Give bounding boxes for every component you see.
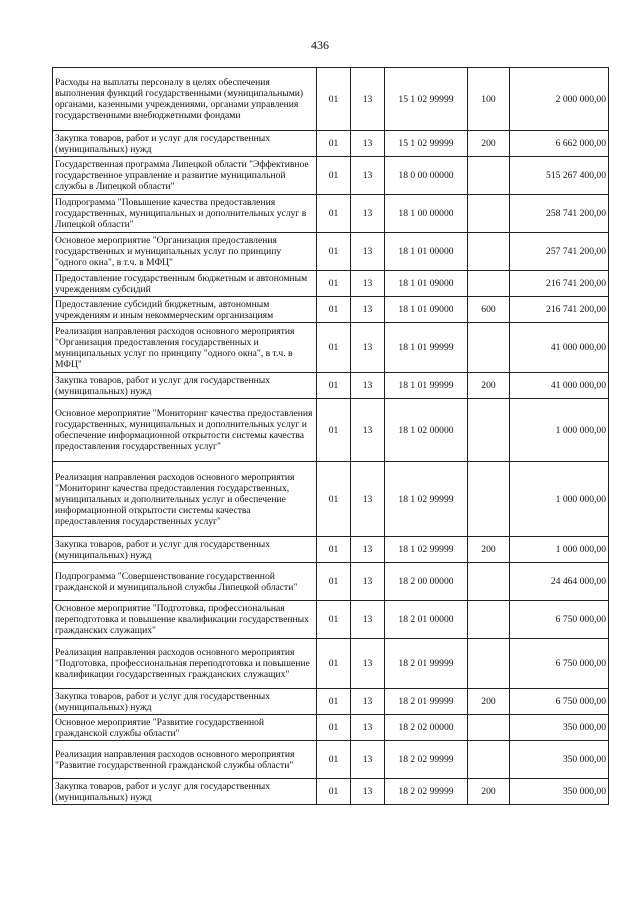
subsection-code-cell: 13 [351,537,385,563]
section-code-cell: 01 [317,601,351,639]
section-code-cell: 01 [317,195,351,233]
amount-cell: 216 741 200,00 [510,297,609,323]
target-article-cell: 15 1 02 99999 [385,68,468,131]
expense-kind-cell [468,462,510,537]
expense-kind-cell: 200 [468,689,510,715]
section-code-cell: 01 [317,68,351,131]
table-row [53,715,609,741]
target-article-cell: 18 1 01 00000 [385,233,468,271]
amount-cell: 41 000 000,00 [510,323,609,373]
target-article-cell: 18 2 02 99999 [385,779,468,805]
expense-kind-cell [468,271,510,297]
expense-name-cell: Реализация направления расходов основного мероприятия "Организация предоставления государственных и муниципальных услуг по принципу "одного окна", в т.ч. в МФЦ" [53,323,317,373]
expense-kind-cell [468,601,510,639]
amount-cell: 24 464 000,00 [510,563,609,601]
section-code-cell: 01 [317,157,351,195]
subsection-code-cell: 13 [351,639,385,689]
amount-cell: 350 000,00 [510,779,609,805]
target-article-cell: 18 1 02 99999 [385,462,468,537]
table-row [53,399,609,462]
subsection-code-cell: 13 [351,195,385,233]
table-row [53,537,609,563]
expense-name-cell: Реализация направления расходов основного мероприятия "Мониторинг качества предоставления государственных, муниципальных и дополнительных услуг и обеспечение информационной открытости системы качества предоставления государственных услуг" [53,462,317,537]
expense-kind-cell: 200 [468,131,510,157]
section-code-cell: 01 [317,689,351,715]
subsection-code-cell: 13 [351,233,385,271]
expense-name-cell: Реализация направления расходов основного мероприятия "Развитие государственной гражданской службы области" [53,741,317,779]
table-row [53,563,609,601]
expense-kind-cell: 200 [468,537,510,563]
section-code-cell: 01 [317,537,351,563]
target-article-cell: 18 2 01 99999 [385,639,468,689]
table-row [53,131,609,157]
expense-kind-cell [468,715,510,741]
table-row [53,233,609,271]
table-row [53,601,609,639]
table-row [53,323,609,373]
subsection-code-cell: 13 [351,715,385,741]
target-article-cell: 18 2 02 00000 [385,715,468,741]
amount-cell: 6 750 000,00 [510,689,609,715]
expense-name-cell: Закупка товаров, работ и услуг для государственных (муниципальных) нужд [53,131,317,157]
expense-name-cell: Предоставление государственным бюджетным и автономным учреждениям субсидий [53,271,317,297]
section-code-cell: 01 [317,779,351,805]
expense-name-cell: Основное мероприятие "Развитие государственной гражданской службы области" [53,715,317,741]
table-row [53,195,609,233]
amount-cell: 350 000,00 [510,715,609,741]
table-row [53,779,609,805]
expense-kind-cell [468,741,510,779]
section-code-cell: 01 [317,131,351,157]
subsection-code-cell: 13 [351,741,385,779]
amount-cell: 2 000 000,00 [510,68,609,131]
section-code-cell: 01 [317,563,351,601]
target-article-cell: 18 2 01 00000 [385,601,468,639]
section-code-cell: 01 [317,462,351,537]
expense-name-cell: Основное мероприятие "Мониторинг качества предоставления государственных, муниципальных и дополнительных услуг и обеспечение информационной открытости системы качества предоставления государственных услуг" [53,399,317,462]
expense-name-cell: Закупка товаров, работ и услуг для государственных (муниципальных) нужд [53,779,317,805]
table-row [53,68,609,131]
section-code-cell: 01 [317,373,351,399]
table-row [53,373,609,399]
subsection-code-cell: 13 [351,157,385,195]
expense-kind-cell: 200 [468,373,510,399]
expense-kind-cell [468,233,510,271]
expense-kind-cell [468,639,510,689]
expense-kind-cell: 600 [468,297,510,323]
target-article-cell: 18 2 01 99999 [385,689,468,715]
budget-table [52,67,609,805]
expense-kind-cell [468,157,510,195]
expense-name-cell: Реализация направления расходов основного мероприятия "Подготовка, профессиональная переподготовка и повышение квалификации государственных гражданских служащих" [53,639,317,689]
target-article-cell: 18 1 01 99999 [385,373,468,399]
expense-name-cell: Основное мероприятие "Подготовка, профессиональная переподготовка и повышение квалификации государственных гражданских служащих" [53,601,317,639]
target-article-cell: 18 1 01 99999 [385,323,468,373]
amount-cell: 6 750 000,00 [510,601,609,639]
section-code-cell: 01 [317,639,351,689]
expense-name-cell: Подпрограмма "Повышение качества предоставления государственных, муниципальных и дополнительных услуг в Липецкой области" [53,195,317,233]
expense-kind-cell: 200 [468,779,510,805]
amount-cell: 41 000 000,00 [510,373,609,399]
amount-cell: 350 000,00 [510,741,609,779]
expense-kind-cell [468,399,510,462]
subsection-code-cell: 13 [351,271,385,297]
target-article-cell: 18 2 00 00000 [385,563,468,601]
target-article-cell: 18 0 00 00000 [385,157,468,195]
expense-name-cell: Подпрограмма "Совершенствование государственной гражданской и муниципальной службы Липецкой области" [53,563,317,601]
subsection-code-cell: 13 [351,373,385,399]
subsection-code-cell: 13 [351,323,385,373]
amount-cell: 1 000 000,00 [510,462,609,537]
expense-name-cell: Предоставление субсидий бюджетным, автономным учреждениям и иным некоммерческим организациям [53,297,317,323]
subsection-code-cell: 13 [351,462,385,537]
section-code-cell: 01 [317,297,351,323]
expense-name-cell: Основное мероприятие "Организация предоставления государственных и муниципальных услуг по принципу "одного окна", в т.ч. в МФЦ" [53,233,317,271]
section-code-cell: 01 [317,271,351,297]
subsection-code-cell: 13 [351,399,385,462]
table-row [53,689,609,715]
table-row [53,639,609,689]
subsection-code-cell: 13 [351,68,385,131]
target-article-cell: 18 1 01 09000 [385,271,468,297]
section-code-cell: 01 [317,399,351,462]
table-row [53,297,609,323]
section-code-cell: 01 [317,715,351,741]
table-row [53,157,609,195]
subsection-code-cell: 13 [351,297,385,323]
target-article-cell: 15 1 02 99999 [385,131,468,157]
expense-name-cell: Закупка товаров, работ и услуг для государственных (муниципальных) нужд [53,689,317,715]
expense-kind-cell [468,563,510,601]
section-code-cell: 01 [317,233,351,271]
subsection-code-cell: 13 [351,689,385,715]
expense-kind-cell: 100 [468,68,510,131]
subsection-code-cell: 13 [351,779,385,805]
target-article-cell: 18 1 00 00000 [385,195,468,233]
amount-cell: 216 741 200,00 [510,271,609,297]
subsection-code-cell: 13 [351,563,385,601]
amount-cell: 257 741 200,00 [510,233,609,271]
table-row [53,741,609,779]
table-row [53,271,609,297]
expense-name-cell: Государственная программа Липецкой области "Эффективное государственное управление и развитие муниципальной службы в Липецкой области" [53,157,317,195]
amount-cell: 515 267 400,00 [510,157,609,195]
table-row [53,462,609,537]
budget-table-body [53,68,609,805]
amount-cell: 1 000 000,00 [510,399,609,462]
expense-name-cell: Расходы на выплаты персоналу в целях обеспечения выполнения функций государственными (муниципальными) органами, казенными учреждениями, органами управления государственными внебюджетными фондами [53,68,317,131]
expense-name-cell: Закупка товаров, работ и услуг для государственных (муниципальных) нужд [53,373,317,399]
expense-kind-cell [468,323,510,373]
target-article-cell: 18 1 02 99999 [385,537,468,563]
amount-cell: 258 741 200,00 [510,195,609,233]
target-article-cell: 18 1 01 09000 [385,297,468,323]
target-article-cell: 18 2 02 99999 [385,741,468,779]
amount-cell: 6 750 000,00 [510,639,609,689]
amount-cell: 6 662 000,00 [510,131,609,157]
subsection-code-cell: 13 [351,601,385,639]
page-number: 436 [311,38,329,52]
section-code-cell: 01 [317,741,351,779]
subsection-code-cell: 13 [351,131,385,157]
expense-kind-cell [468,195,510,233]
amount-cell: 1 000 000,00 [510,537,609,563]
target-article-cell: 18 1 02 00000 [385,399,468,462]
expense-name-cell: Закупка товаров, работ и услуг для государственных (муниципальных) нужд [53,537,317,563]
section-code-cell: 01 [317,323,351,373]
